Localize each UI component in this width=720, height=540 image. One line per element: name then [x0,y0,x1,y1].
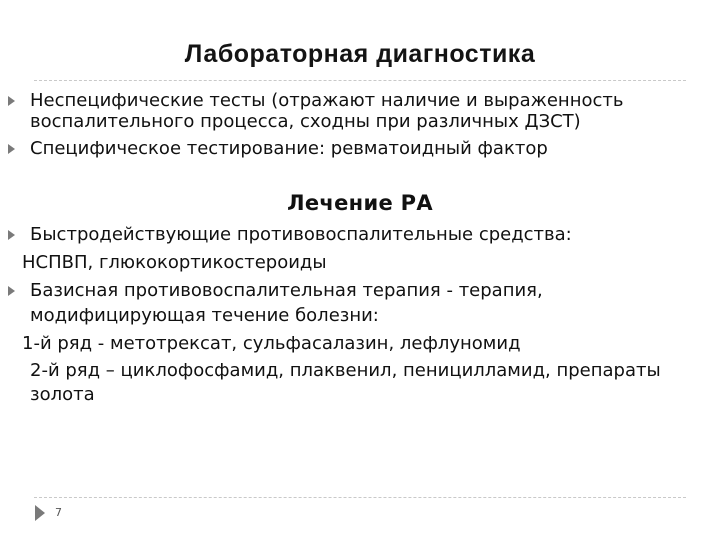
triangle-arrow-icon [35,505,45,521]
treatment-item-2-line-2: модифицирующая течение болезни: [30,305,379,326]
slide-title: Лабораторная диагностика [184,40,536,68]
page-number: 7 [55,506,62,519]
treatment-item-2-line-5: золота [30,384,95,405]
title-divider [34,80,686,81]
treatment-item-1-line-2: НСПВП, глюкокортикостероиды [22,252,327,273]
footer-divider [34,497,686,498]
diagnostics-item-1-line-1: Неспецифические тесты (отражают наличие и выраженность [30,90,624,111]
diagnostics-item-2-line-1: Специфическое тестирование: ревматоидный фактор [30,138,548,159]
treatment-item-2-line-4: 2-й ряд – циклофосфамид, плаквенил, пеницилламид, препараты [30,360,661,381]
treatment-item-2-line-1: Базисная противовоспалительная терапия - терапия, [30,280,543,301]
triangle-bullet-icon [8,144,15,154]
treatment-item-1-line-1: Быстродействующие противовоспалительные средства: [30,224,572,245]
treatment-heading [0,191,720,215]
triangle-bullet-icon [8,96,15,106]
diagnostics-item-1-line-2: воспалительного процесса, сходны при различных ДЗСТ) [30,111,581,132]
treatment-item-2-line-3: 1-й ряд - метотрексат, сульфасалазин, лефлуномид [22,333,521,354]
treatment-heading-text: Лечение РА [287,191,433,215]
triangle-bullet-icon [8,230,15,240]
triangle-bullet-icon [8,286,15,296]
